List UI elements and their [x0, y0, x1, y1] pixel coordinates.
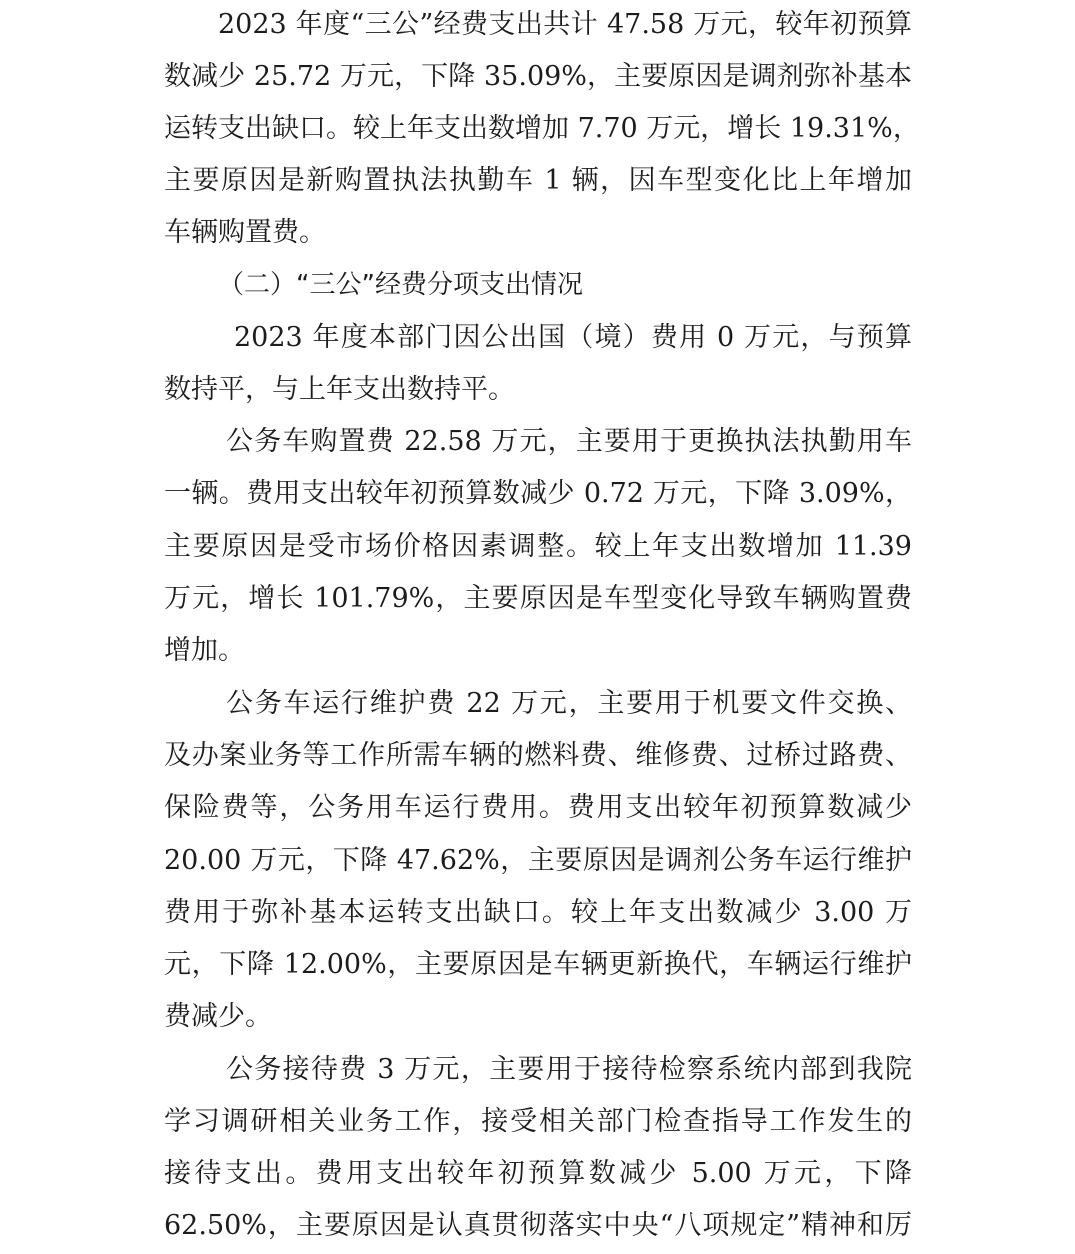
text-line: 一辆。费用支出较年初预算数减少 0.72 万元，下降 3.09%， [164, 478, 912, 509]
text-line: 62.50%，主要原因是认真贯彻落实中央“八项规定”精神和厉 [164, 1210, 912, 1241]
text-line: 主要原因是新购置执法执勤车 1 辆，因车型变化比上年增加 [164, 165, 912, 196]
text-line: 2023 年度“三公”经费支出共计 47.58 万元，较年初预算 [218, 9, 912, 40]
text-line: 增加。 [164, 635, 245, 666]
text-line: 数持平，与上年支出数持平。 [164, 374, 515, 405]
text-line: 元，下降 12.00%，主要原因是车辆更新换代，车辆运行维护 [164, 949, 912, 980]
text-line: 运转支出缺口。较上年支出数增加 7.70 万元，增长 19.31%， [164, 113, 920, 144]
text-line: 费减少。 [164, 1001, 272, 1032]
text-line: 费用于弥补基本运转支出缺口。较上年支出数减少 3.00 万 [164, 897, 912, 928]
text-line: 学习调研相关业务工作，接受相关部门检查指导工作发生的 [164, 1106, 912, 1137]
text-line: 数减少 25.72 万元，下降 35.09%，主要原因是调剂弥补基本 [164, 61, 912, 92]
text-line: 主要原因是受市场价格因素调整。较上年支出数增加 11.39 [164, 531, 912, 562]
section-heading: （二）“三公”经费分项支出情况 [218, 270, 583, 300]
text-line: 公务接待费 3 万元，主要用于接待检察系统内部到我院 [226, 1054, 912, 1085]
text-line: 公务车运行维护费 22 万元，主要用于机要文件交换、 [226, 688, 912, 719]
text-line: 万元，增长 101.79%，主要原因是车型变化导致车辆购置费 [164, 583, 912, 614]
text-line: 保险费等，公务用车运行费用。费用支出较年初预算数减少 [164, 792, 912, 823]
text-line: 车辆购置费。 [164, 217, 326, 248]
text-line: 20.00 万元，下降 47.62%，主要原因是调剂公务车运行维护 [164, 845, 912, 876]
text-line: 公务车购置费 22.58 万元，主要用于更换执法执勤用车 [226, 426, 912, 457]
text-line: 接待支出。费用支出较年初预算数减少 5.00 万元，下降 [164, 1158, 912, 1189]
text-line: 及办案业务等工作所需车辆的燃料费、维修费、过桥过路费、 [164, 740, 912, 771]
text-line: 2023 年度本部门因公出国（境）费用 0 万元，与预算 [234, 322, 912, 353]
